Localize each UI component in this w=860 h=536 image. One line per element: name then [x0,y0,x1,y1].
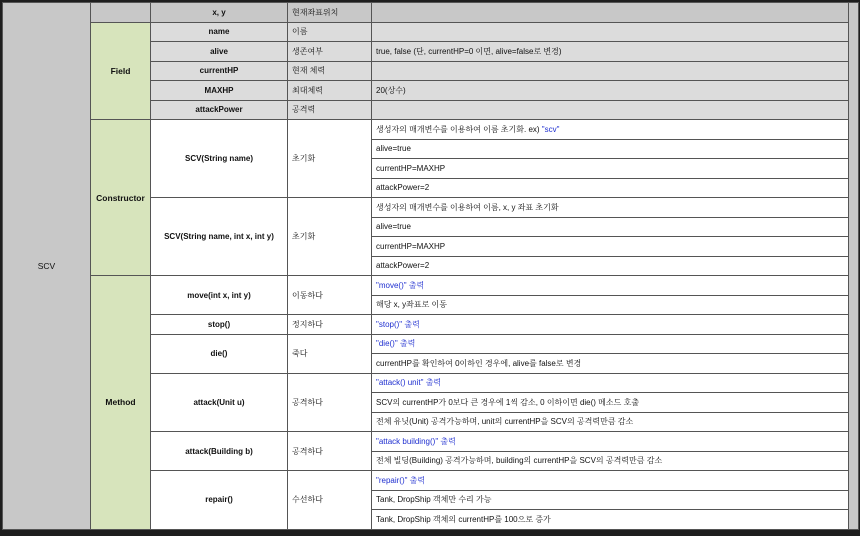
field-detail-cell[interactable] [372,61,849,81]
method-name-cell[interactable]: stop() [151,315,288,335]
method-detail-cell[interactable] [372,373,849,393]
detail-text: currentHP를 확인하여 0이하인 경우에, alive를 false로 변경 [376,358,582,368]
constructor-desc-cell[interactable]: 초기화 [288,198,372,276]
field-detail-cell[interactable] [372,22,849,42]
detail-output-text: "die()" 출력 [376,339,416,349]
detail-output-text: "stop()" 출력 [376,319,420,329]
method-name-cell[interactable]: attack(Unit u) [151,373,288,432]
constructor-detail-cell[interactable] [372,198,849,218]
detail-output-text: "scv" [541,124,560,134]
field-name-cell[interactable]: name [151,22,288,42]
constructor-name-cell[interactable]: SCV(String name) [151,120,288,198]
method-name-cell[interactable]: move(int x, int y) [151,276,288,315]
method-detail-cell[interactable] [372,471,849,491]
detail-output-text: "move()" 출력 [376,280,425,290]
method-detail-cell[interactable] [372,334,849,354]
class-name-cell[interactable]: SCV [3,3,91,530]
detail-output-text: "repair()" 출력 [376,475,426,485]
method-desc-cell[interactable]: 공격하다 [288,373,372,432]
field-detail-cell[interactable]: 20(상수) [372,81,849,101]
header-category-cell[interactable] [91,3,151,23]
field-desc-cell[interactable]: 현재 체력 [288,61,372,81]
method-name-cell[interactable]: die() [151,334,288,373]
header-name-cell[interactable]: x, y [151,3,288,23]
method-desc-cell[interactable]: 정지하다 [288,315,372,335]
constructor-detail-cell[interactable] [372,217,849,237]
detail-text: currentHP=MAXHP [376,241,446,251]
method-name-cell[interactable]: attack(Building b) [151,432,288,471]
constructor-name-cell[interactable]: SCV(String name, int x, int y) [151,198,288,276]
detail-text: 생성자의 매개변수를 이용하여 이름, x, y 좌표 초기화 [376,202,559,212]
detail-text: Tank, DropShip 객체만 수리 가능 [376,495,492,505]
detail-text: attackPower=2 [376,183,430,193]
detail-text: attackPower=2 [376,261,430,271]
method-name-cell[interactable]: repair() [151,471,288,530]
constructor-detail-cell[interactable] [372,256,849,276]
field-name-cell[interactable]: alive [151,42,288,62]
constructor-detail-cell[interactable] [372,139,849,159]
field-desc-cell[interactable]: 이름 [288,22,372,42]
field-detail-cell[interactable] [372,100,849,120]
header-detail-cell[interactable] [372,3,849,23]
field-detail-cell[interactable]: true, false (단, currentHP=0 이면, alive=false로 변경) [372,42,849,62]
field-category-cell[interactable]: Field [91,22,151,120]
class-spec-table [2,2,859,530]
field-desc-cell[interactable]: 생존여부 [288,42,372,62]
detail-text: 해당 x, y좌표로 이동 [376,300,447,310]
detail-text: SCV의 currentHP가 0보다 큰 경우에 1씩 감소, 0 이하이면 die() 메소드 호출 [376,397,640,407]
detail-text: 생성자의 매개변수를 이용하여 이름 초기화. ex) [376,124,542,134]
method-desc-cell[interactable]: 공격하다 [288,432,372,471]
constructor-category-cell[interactable]: Constructor [91,120,151,276]
detail-output-text: "attack building()" 출력 [376,436,456,446]
constructor-desc-cell[interactable]: 초기화 [288,120,372,198]
detail-text: Tank, DropShip 객체의 currentHP를 100으로 증가 [376,514,551,524]
header-desc-cell[interactable]: 현재좌표위치 [288,3,372,23]
constructor-detail-cell[interactable] [372,178,849,198]
method-detail-cell[interactable] [372,393,849,413]
constructor-detail-cell[interactable] [372,159,849,179]
constructor-detail-cell[interactable] [372,237,849,257]
method-detail-cell[interactable] [372,412,849,432]
field-name-cell[interactable]: attackPower [151,100,288,120]
field-desc-cell[interactable]: 최대체력 [288,81,372,101]
method-desc-cell[interactable]: 이동하다 [288,276,372,315]
field-name-cell[interactable]: MAXHP [151,81,288,101]
scrollbar-track[interactable] [849,3,859,530]
detail-text: 전체 빌딩(Building) 공격가능하며, building의 currentHP을 SCV의 공격력만큼 감소 [376,456,663,466]
detail-text: alive=true [376,144,411,154]
method-detail-cell[interactable] [372,295,849,315]
method-detail-cell[interactable] [372,315,849,335]
method-detail-cell[interactable] [372,451,849,471]
method-detail-cell[interactable] [372,490,849,510]
method-detail-cell[interactable] [372,432,849,452]
method-category-cell[interactable]: Method [91,276,151,530]
detail-text: alive=true [376,222,411,232]
method-desc-cell[interactable]: 죽다 [288,334,372,373]
method-desc-cell[interactable]: 수선하다 [288,471,372,530]
field-desc-cell[interactable]: 공격력 [288,100,372,120]
method-detail-cell[interactable] [372,354,849,374]
detail-text: currentHP=MAXHP [376,163,446,173]
detail-output-text: "attack() unit" 출력 [376,378,442,388]
method-detail-cell[interactable] [372,276,849,296]
constructor-detail-cell[interactable] [372,120,849,140]
method-detail-cell[interactable] [372,510,849,530]
detail-text: 전체 유닛(Unit) 공격가능하며, unit의 currentHP을 SCV의 공격력만큼 감소 [376,417,634,427]
field-name-cell[interactable]: currentHP [151,61,288,81]
